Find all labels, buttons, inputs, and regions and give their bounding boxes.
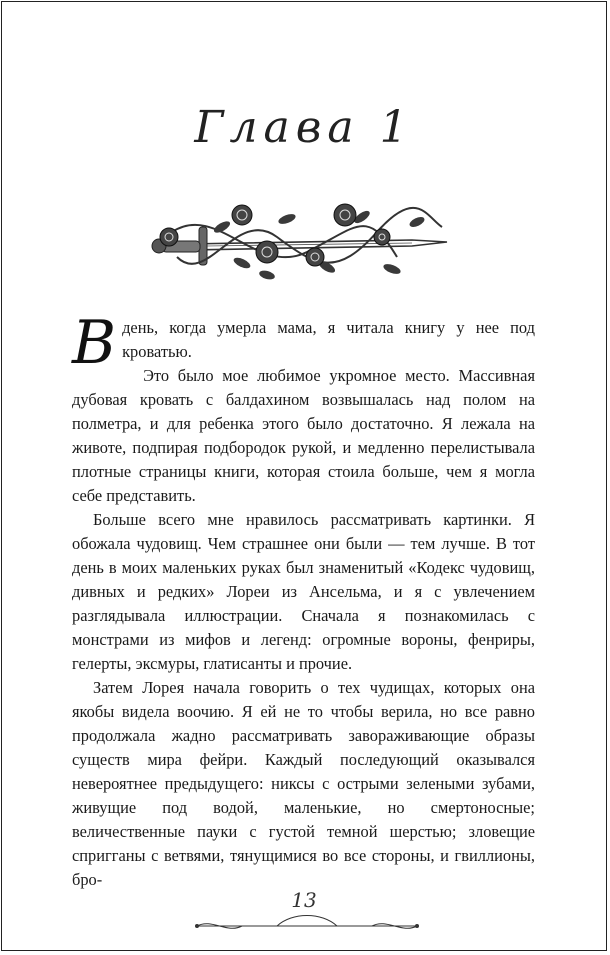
paragraph-2: Это было мое любимое укромное место. Массивная дубовая кровать с балдахином возвышалась над полом на полметра, и для ребенка этого было достаточно. Я лежала на животе, подпирая подбородок рукой, и медленно перелистывала плотные страницы книги, которая стоила больше, чем я могла себе представить. xyxy=(72,366,535,505)
page-number: 13 xyxy=(291,888,317,912)
paragraph-4: Затем Лорея начала говорить о тех чудищах, которых она якобы видела воочию. Я ей не то чтобы верила, но все равно продолжала жадно рассматривать завораживающие образы существ мира фейри. Каждый последующий оказывался невероятнее предыдущего: никсы с острыми зелеными зубами, живущие под водой, маленькие, но смертоносные; величественные пауки с густой темной шерстью; зловещие спригганы с ветвями, тянущимися во все стороны, и гвиллионы, бро- xyxy=(72,678,535,889)
drop-cap: В xyxy=(72,308,117,378)
book-page xyxy=(1,1,607,951)
chapter-title: Глава 1 xyxy=(194,102,414,153)
paragraph-1-text: день, когда умерла мама, я читала книгу у нее под кроватью. xyxy=(122,318,535,361)
paragraph-1 xyxy=(72,308,535,378)
chapter-text xyxy=(72,308,535,892)
paragraph-3: Больше всего мне нравилось рассматривать картинки. Я обожала чудовищ. Чем страшнее они были — тем лучше. В тот день в моих маленьких руках был знаменитый «Кодекс чудовищ, дивных и редких» Лореи из Ансельма, и я с увлечением разглядывала иллюстрации. Сначала я познакомилась с монстрами из мифов и легенд: огромные вороны, фенриры, гелерты, эксмуры, глатисанты и прочие. xyxy=(72,510,535,673)
rose-sword-ornament-icon xyxy=(147,197,452,292)
footer-flourish-icon xyxy=(192,904,422,944)
